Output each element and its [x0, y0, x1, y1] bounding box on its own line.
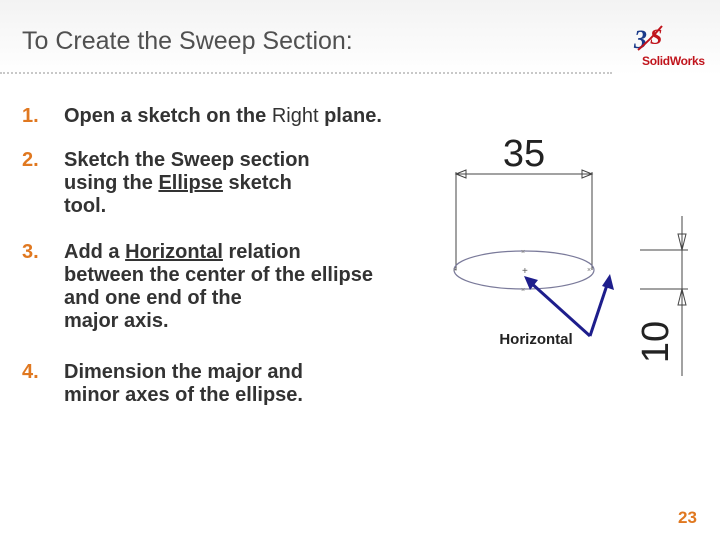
step-text: Sketch the Sweep section using the Ellipse sketch tool. — [64, 149, 310, 217]
ellipse-sketch-diagram — [440, 120, 700, 390]
step-number: 3. — [22, 241, 39, 263]
minor-axis-point-top-icon: × — [521, 249, 526, 256]
step-number: 1. — [22, 105, 39, 127]
logo-wordmark: SolidWorks — [642, 54, 705, 68]
minor-dimension-value: 10 — [635, 320, 677, 364]
step-number: 4. — [22, 361, 39, 383]
slide-title: To Create the Sweep Section: — [22, 27, 353, 55]
step-text: Open a sketch on the Right plane. — [64, 105, 382, 127]
svg-text:S: S — [650, 24, 663, 49]
horizontal-relation-label: Horizontal — [499, 331, 573, 348]
arrow-head-right-icon — [602, 274, 614, 290]
step-text: Dimension the major and minor axes of the ellipse. — [64, 361, 303, 406]
step-number: 2. — [22, 149, 39, 171]
center-point-icon: + — [522, 266, 528, 277]
minor-axis-point-bottom-icon: × — [521, 287, 526, 294]
header-divider — [0, 72, 612, 74]
horizontal-relation-link: Horizontal — [125, 241, 223, 263]
page-number: 23 — [678, 508, 697, 527]
major-dimension-value: 35 — [502, 133, 546, 175]
ellipse-tool-link: Ellipse — [158, 172, 223, 194]
relation-arrow-to-end — [590, 282, 608, 336]
relation-arrow-to-center — [530, 282, 590, 336]
svg-text:3: 3 — [634, 25, 647, 54]
major-axis-point-icon: × — [587, 267, 592, 274]
step-text: Add a Horizontal relation between the center of the ellipse and one end of the major axis. — [64, 241, 373, 332]
major-axis-point-left-icon: × — [453, 267, 458, 274]
